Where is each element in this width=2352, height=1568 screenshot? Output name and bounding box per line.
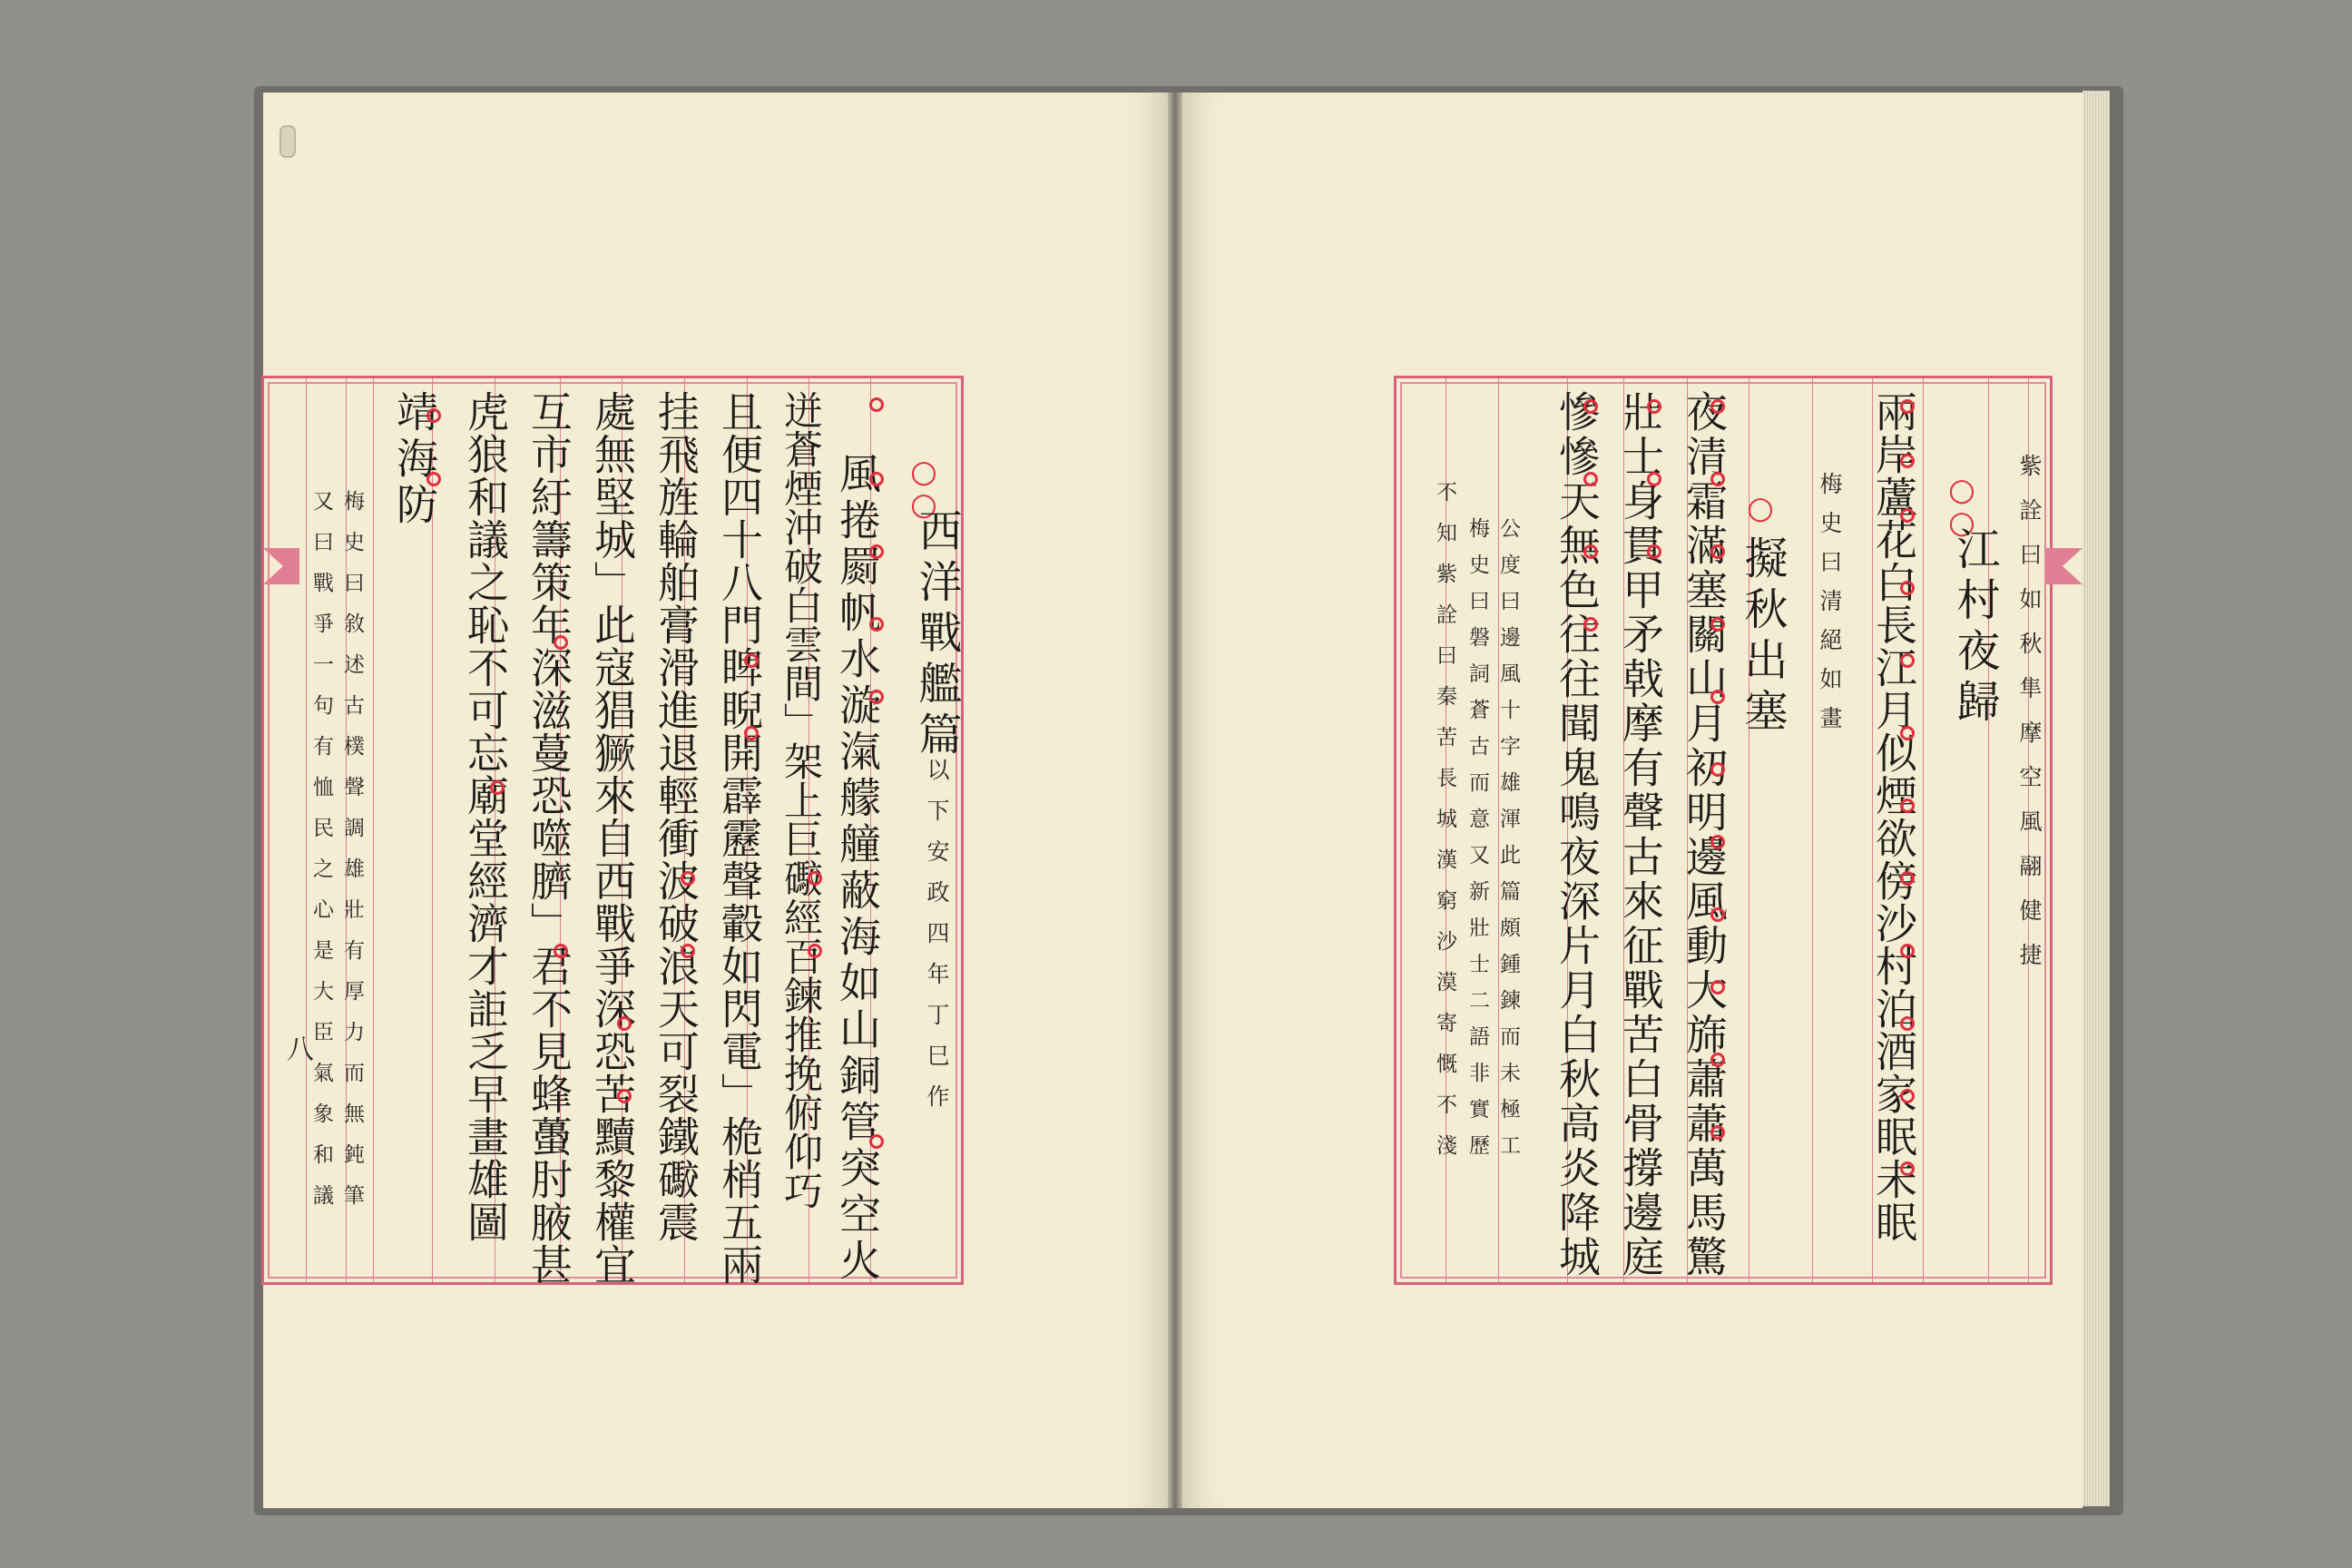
emphasis-circle <box>869 472 884 486</box>
emphasis-circle <box>1647 544 1661 559</box>
poem-line: 虎狼和議之恥不可忘廟堂經濟才詎乏早畫雄圖 <box>461 390 510 1243</box>
emphasis-circle <box>1710 1053 1725 1067</box>
emphasis-circle <box>1583 544 1598 559</box>
emphasis-circle <box>1583 617 1598 632</box>
leaf-number: 八 <box>281 1034 313 1062</box>
commentary-line: 又曰戰爭一句有恤民之心是大臣氣象和議 <box>309 490 333 1225</box>
emphasis-circle <box>1900 944 1915 958</box>
emphasis-circle <box>426 472 441 486</box>
commentary-line: 公度曰邊風十字雄渾此篇頗鍾鍊而未極工 <box>1496 517 1520 1171</box>
emphasis-circle <box>554 635 568 650</box>
emphasis-circle <box>1900 399 1915 414</box>
poem-line: 壯士身貫甲矛戟摩有聲古來征戰苦白骨撐邊庭 <box>1616 390 1665 1279</box>
title-emphasis-circles: ○○ <box>1944 472 1980 537</box>
emphasis-circle <box>1900 1016 1915 1031</box>
title-emphasis-circles: ○○ <box>906 454 942 519</box>
emphasis-circle <box>681 944 695 958</box>
emphasis-circle <box>869 397 884 412</box>
emphasis-circle <box>1710 762 1725 777</box>
emphasis-circle <box>1900 581 1915 595</box>
commentary-line: 不知紫詮曰秦苦長城漢窮沙漠寄慨不淺 <box>1433 481 1456 1175</box>
poem-comment: 梅史曰清絕如畫 <box>1817 472 1843 745</box>
emphasis-circle <box>490 780 505 795</box>
emphasis-circle <box>1583 472 1598 486</box>
emphasis-circle <box>1710 907 1725 922</box>
page-edge <box>2082 91 2110 1506</box>
poem-line: 處無堅城」此寇猖獗來自西戰爭深恐苦黷黎權宜 <box>588 390 637 1286</box>
emphasis-circle <box>808 871 822 886</box>
emphasis-circle <box>869 617 884 632</box>
emphasis-circle <box>744 726 759 740</box>
emphasis-circle <box>869 1134 884 1149</box>
poem-line: 慘慘天無色往往聞鬼鳴夜深片月白秋高炎降城 <box>1553 390 1602 1279</box>
emphasis-circle <box>1710 399 1725 414</box>
emphasis-circle <box>617 1016 632 1031</box>
emphasis-circle <box>1900 454 1915 468</box>
book-gutter <box>1168 93 1182 1508</box>
poem-line: 且便四十八門睥睨開霹靂聲轂如閃電」桅梢五兩 <box>715 390 764 1286</box>
emphasis-circle <box>1647 399 1661 414</box>
poem-line: 風捲罽帆水漩滊艨艟蔽海如山銅管突空火 <box>833 452 882 1285</box>
fishtail-mark <box>2046 544 2082 588</box>
punch-hole <box>279 125 296 158</box>
emphasis-circle <box>1900 1089 1915 1103</box>
emphasis-circle <box>808 944 822 958</box>
emphasis-circle <box>617 1089 632 1103</box>
poem-line: 夜清霜滿塞關山月初明邊風動大旆蕭蕭萬馬驚 <box>1680 390 1729 1279</box>
title-emphasis-circles: ○ <box>1742 490 1779 523</box>
emphasis-circle <box>1900 508 1915 523</box>
emphasis-circle <box>1710 617 1725 632</box>
poem-line: 挂飛旌輪舶膏滑進退輕衝波破浪天可裂鐵礮震 <box>652 390 701 1243</box>
emphasis-circle <box>1647 472 1661 486</box>
poem-title: 西洋戰艦篇 <box>911 508 962 762</box>
poem-title: 擬秋出塞 <box>1737 535 1788 739</box>
poem-line: 靖海防 <box>390 390 439 529</box>
emphasis-circle <box>1710 544 1725 559</box>
emphasis-circle <box>869 544 884 559</box>
emphasis-circle <box>744 653 759 668</box>
title-note: 以下安政四年丁巳作 <box>924 758 950 1125</box>
emphasis-circle <box>1710 835 1725 849</box>
commentary-line: 梅史曰敘述古樸聲調雄壯有厚力而無鈍筆 <box>340 490 364 1225</box>
emphasis-circle <box>426 408 441 423</box>
emphasis-circle <box>1900 653 1915 668</box>
emphasis-circle <box>1900 1161 1915 1176</box>
emphasis-circle <box>681 871 695 886</box>
emphasis-circle <box>869 690 884 704</box>
emphasis-circle <box>1710 1125 1725 1140</box>
emphasis-circle <box>1710 472 1725 486</box>
poem-line: 互市紆籌策年深滋蔓恐噬臍」君不見蜂蠆肘腋甚 <box>524 390 573 1286</box>
emphasis-circle <box>1710 690 1725 704</box>
emphasis-circle <box>1583 399 1598 414</box>
poem-line: 迸蒼煙沖破白雲間」架上巨礮經百鍊推挽俯仰巧 <box>778 390 823 1210</box>
emphasis-circle <box>1710 980 1725 995</box>
top-comment: 紫詮曰如秋隼摩空風翮健捷 <box>2016 454 2043 987</box>
emphasis-circle <box>1900 871 1915 886</box>
fishtail-mark <box>263 544 299 588</box>
emphasis-circle <box>1900 799 1915 813</box>
poem-line: 兩岸蘆花白長江月似煙欲傍沙村泊酒家眠未眠 <box>1869 390 1918 1243</box>
emphasis-circle <box>1900 726 1915 740</box>
emphasis-circle <box>554 944 568 958</box>
poem-title: 江村夜歸 <box>1949 526 2000 730</box>
commentary-line: 梅史曰磐詞蒼古而意又新壯士二語非實歷 <box>1465 517 1489 1171</box>
